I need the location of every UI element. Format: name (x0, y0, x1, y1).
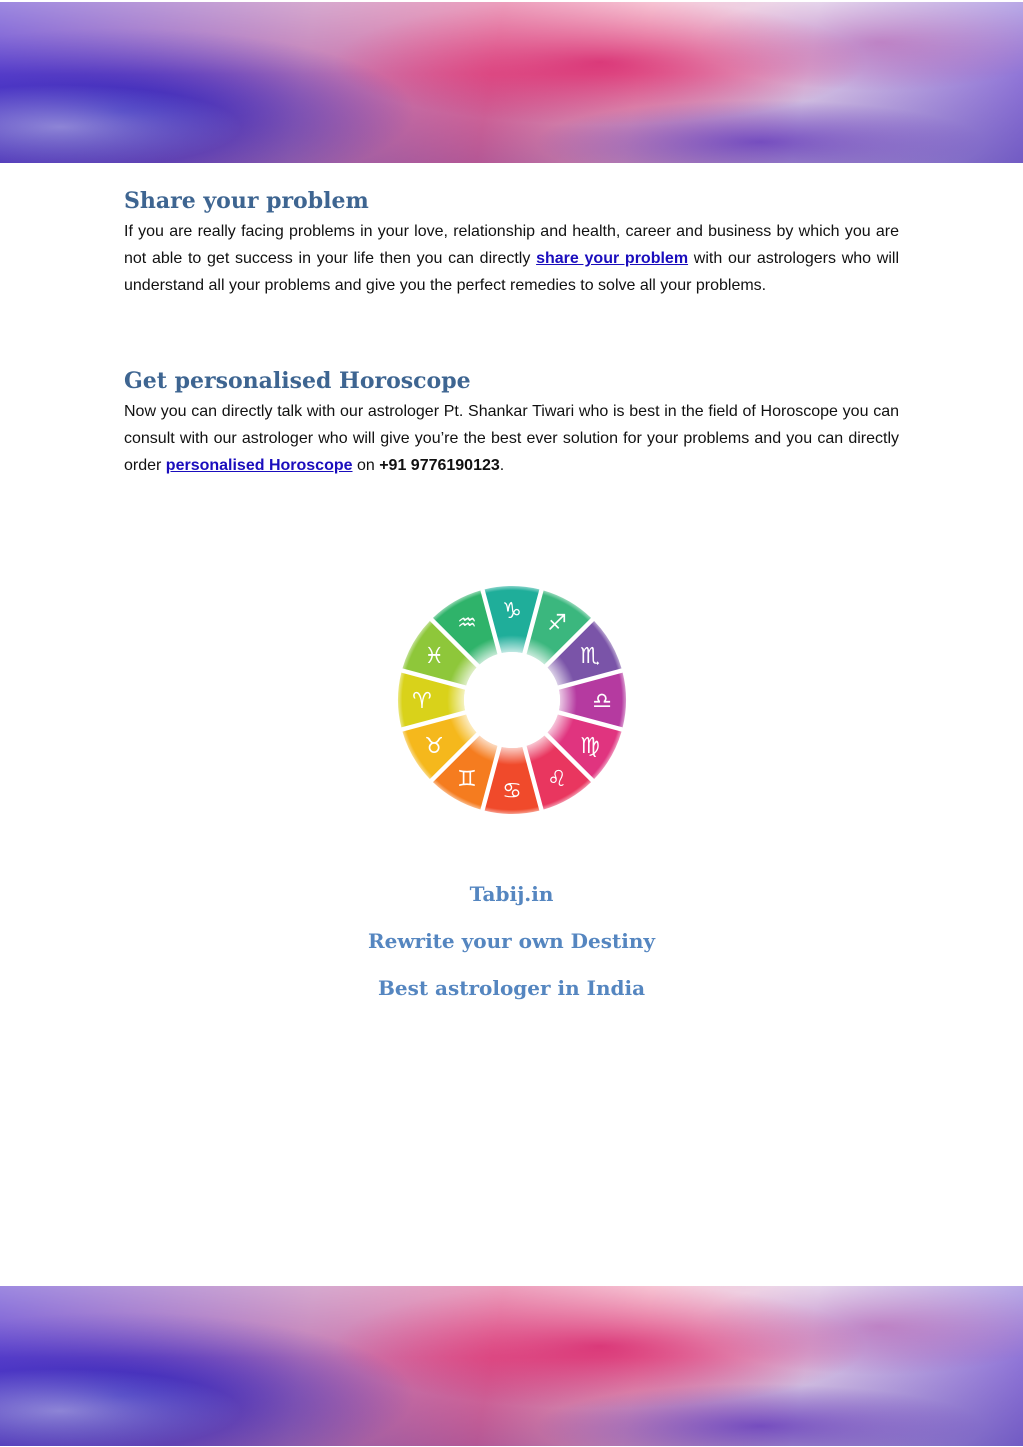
horoscope-heading: Get personalised Horoscope (124, 368, 471, 394)
share-problem-text-after: with our astrologers who will understand all your problems and give you the perfect remedies to solve all your problems. (124, 249, 899, 294)
share-problem-paragraph (124, 219, 899, 299)
header-banner-image (0, 2, 1023, 163)
wheel-center (464, 652, 560, 748)
share-problem-text-before: If you are really facing problems in your love, relationship and health, career and business by which you are not able to get success in your life then you can directly (124, 223, 899, 267)
share-your-problem-link[interactable]: share your problem (536, 249, 689, 267)
phone-number: +91 9776190123 (379, 456, 500, 474)
personalised-horoscope-link[interactable]: personalised Horoscope (165, 456, 353, 474)
horoscope-paragraph (124, 399, 899, 479)
horoscope-text-mid: on (352, 456, 380, 474)
footer-banner-image (0, 1286, 1023, 1446)
share-problem-section (124, 187, 899, 299)
horoscope-text-before: Now you can directly talk with our astrologer Pt. Shankar Tiwari who is best in the field of Horoscope you can consult with our astrologer who will give you’re the best ever solution for your problems and you can directly order (124, 403, 899, 474)
tagline-best-astrologer: Best astrologer in India (377, 976, 646, 1000)
tagline-destiny: Rewrite your own Destiny (367, 929, 655, 953)
site-name: Tabij.in (469, 882, 554, 906)
zodiac-wheel-image (394, 582, 630, 818)
horoscope-text-end: . (499, 456, 505, 474)
share-problem-heading: Share your problem (124, 188, 369, 214)
horoscope-section (124, 367, 899, 479)
